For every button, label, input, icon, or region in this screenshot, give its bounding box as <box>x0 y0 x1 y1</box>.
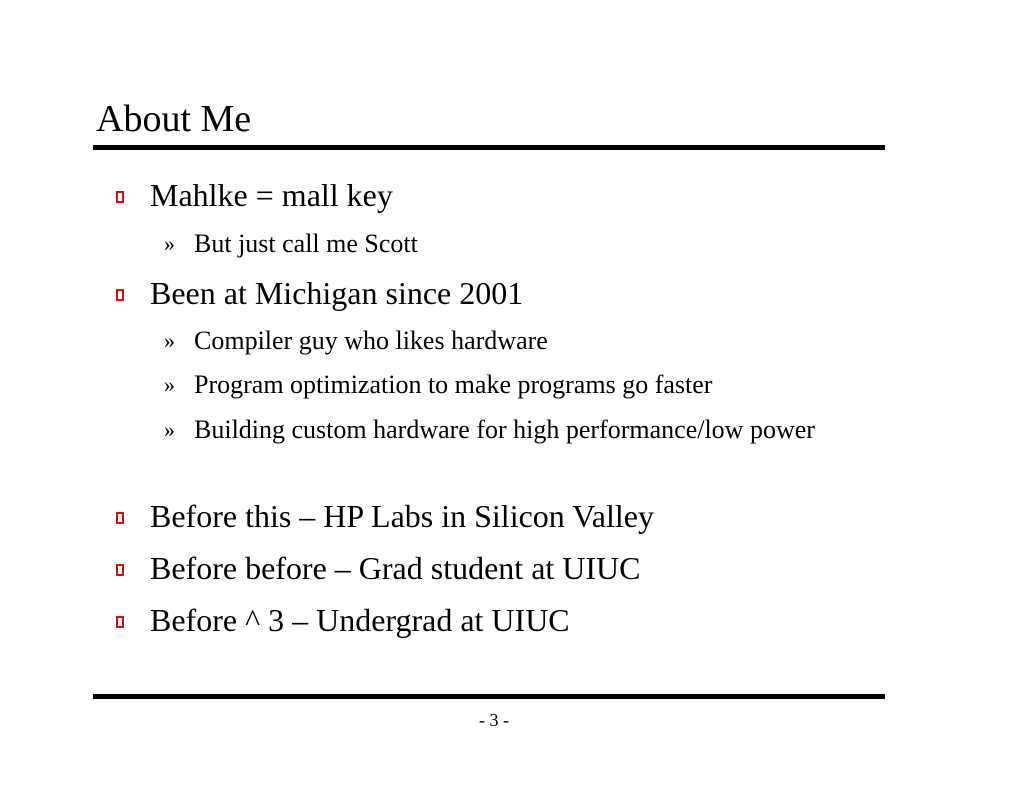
bullet-text: Before this – HP Labs in Silicon Valley <box>150 498 654 534</box>
title-divider <box>93 145 885 150</box>
chevron-bullet-icon: » <box>164 372 175 397</box>
square-bullet-icon <box>116 616 124 628</box>
square-bullet-icon <box>116 564 124 576</box>
slide-title: About Me <box>96 98 252 140</box>
footer-divider <box>93 694 885 699</box>
page-number: - 3 - <box>479 710 509 730</box>
sub-bullet-text: Compiler guy who likes hardware <box>194 326 548 355</box>
square-bullet-icon <box>116 191 124 203</box>
bullet-text: Before before – Grad student at UIUC <box>150 550 641 586</box>
sub-bullet-text: Building custom hardware for high performance/low power <box>194 415 815 444</box>
chevron-bullet-icon: » <box>164 231 175 256</box>
sub-bullet-text: But just call me Scott <box>194 229 418 258</box>
bullet-text: Mahlke = mall key <box>150 177 393 213</box>
bullet-text: Before ^ 3 – Undergrad at UIUC <box>150 602 570 638</box>
square-bullet-icon <box>116 289 124 301</box>
chevron-bullet-icon: » <box>164 328 175 353</box>
square-bullet-icon <box>116 512 124 524</box>
chevron-bullet-icon: » <box>164 417 175 442</box>
bullet-text: Been at Michigan since 2001 <box>150 275 524 311</box>
sub-bullet-text: Program optimization to make programs go faster <box>194 370 713 399</box>
